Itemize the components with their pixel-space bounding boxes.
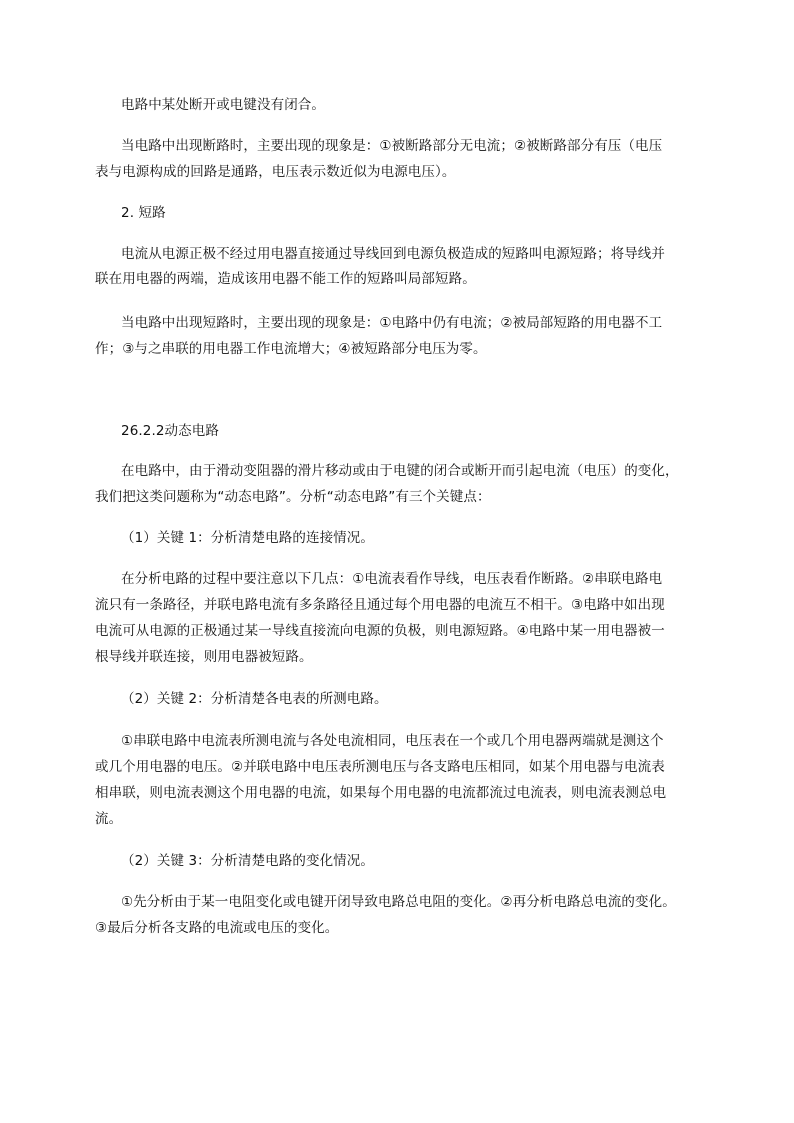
paragraph-key2-detail-line4: 流。	[95, 811, 123, 827]
paragraph-dynamic-intro-line1: 在电路中，由于滑动变阻器的滑片移动或由于电键的闭合或断开而引起电流（电压）的变化，	[121, 463, 679, 479]
paragraph-key1-detail-line2: 流只有一条路径，并联电路电流有多条路径且通过每个用电器的电流互不相干。③电路中如出现	[95, 597, 665, 613]
paragraph-open-circuit-phenomena-line2: 表与电源构成的回路是通路，电压表示数近似为电源电压）。	[95, 164, 456, 180]
paragraph-key1-detail-line3: 电流可从电源的正极通过某一导线直接流向电源的负极，则电源短路。④电路中某一用电器被一	[95, 623, 665, 639]
paragraph-open-circuit-cause: 电路中某处断开或电键没有闭合。	[121, 97, 325, 113]
key-point-1: （1）关键 1：分析清楚电路的连接情况。	[121, 530, 374, 546]
paragraph-dynamic-intro-line2: 我们把这类问题称为“动态电路”。分析“动态电路”有三个关键点：	[95, 489, 491, 505]
paragraph-key1-detail-line4: 根导线并联连接，则用电器被短路。	[95, 649, 313, 665]
paragraph-key3-detail-line2: ③最后分析各支路的电流或电压的变化。	[95, 920, 339, 936]
paragraph-key2-detail-line1: ①串联电路中电流表所测电流与各处电流相同，电压表在一个或几个用电器两端就是测这个	[121, 733, 664, 749]
key-point-2: （2）关键 2：分析清楚各电表的所测电路。	[121, 691, 388, 707]
key-point-3: （2）关键 3：分析清楚电路的变化情况。	[121, 853, 374, 869]
paragraph-key2-detail-line2: 或几个用电器的电压。②并联电路中电压表所测电压与各支路电压相同，如某个用电器与电流表	[95, 759, 665, 775]
paragraph-open-circuit-phenomena-line1: 当电路中出现断路时，主要出现的现象是：①被断路部分无电流；②被断路部分有压（电压	[121, 138, 663, 154]
paragraph-key2-detail-line3: 相串联，则电流表测这个用电器的电流，如果每个用电器的电流都流过电流表，则电流表测总电	[95, 785, 667, 801]
paragraph-key1-detail-line1: 在分析电路的过程中要注意以下几点：①电流表看作导线，电压表看作断路。②串联电路电	[121, 571, 663, 587]
paragraph-short-circuit-definition-line2: 联在用电器的两端，造成该用电器不能工作的短路叫局部短路。	[95, 271, 476, 287]
heading-short-circuit: 2. 短路	[121, 205, 166, 221]
paragraph-short-circuit-phenomena-line2: 作；③与之串联的用电器工作电流增大；④被短路部分电压为零。	[95, 341, 487, 357]
paragraph-key3-detail-line1: ①先分析由于某一电阻变化或电键开闭导致电路总电阻的变化。②再分析电路总电流的变化。	[121, 894, 676, 910]
paragraph-short-circuit-phenomena-line1: 当电路中出现短路时，主要出现的现象是：①电路中仍有电流；②被局部短路的用电器不工	[121, 315, 663, 331]
paragraph-short-circuit-definition-line1: 电流从电源正极不经过用电器直接通过导线回到电源负极造成的短路叫电源短路；将导线并	[121, 246, 665, 262]
heading-dynamic-circuit: 26.2.2动态电路	[121, 423, 219, 439]
